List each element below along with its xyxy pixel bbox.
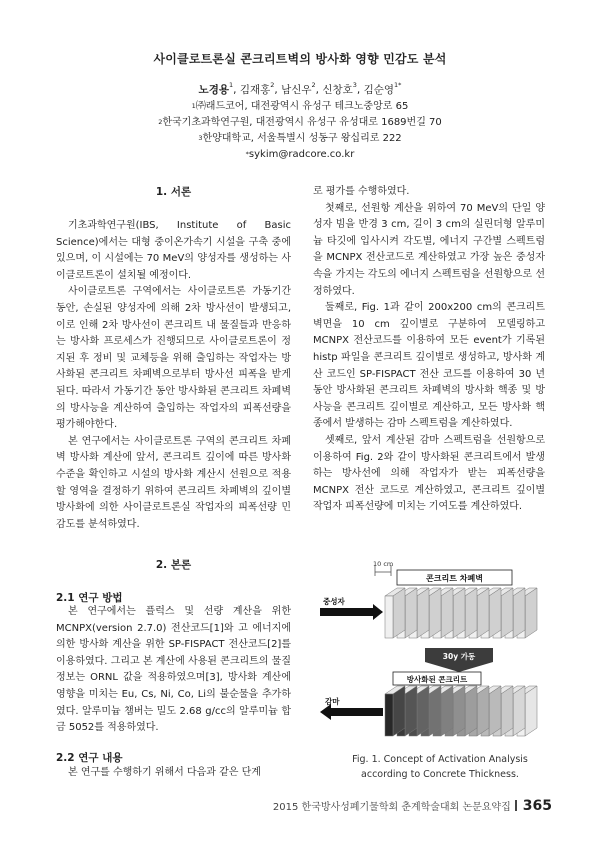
right-paragraph: 첫째로, 선원항 계산을 위하여 70 MeV의 단일 양성자 빔을 반경 3 cm, 길이 3 cm의 실린더형 알루미늄 타깃에 입사시켜 각도별, 에너지 구간별 스펙트럼을 MCNPX 전산코드로 계산하였고 가장 높은 중성자속을 가지는 각도의 에너지 스펙트럼을 선원항으로 선정하였다. [313, 202, 545, 297]
affiliation-sup: 2 [158, 118, 163, 126]
slab-side-face [417, 686, 429, 736]
slab-side-face [525, 588, 537, 638]
figure-caption [315, 752, 565, 782]
time-label: 30y 가동 [442, 652, 476, 661]
affiliation-3 [0, 132, 600, 146]
slab-side-face [489, 588, 501, 638]
intro-body [56, 218, 291, 533]
intro-paragraph: 사이클로트론 구역에서는 사이클로트론 가동기간 동안, 손실된 양성자에 의해 2차 방사선이 발생되고, 이로 인해 2차 방사선이 콘크리트 내 물질들과 반응하는 방사화 프로세스가 진행되므로 사이클로트론이 정지된 후 정비 및 교체등을 위해 출입하는 작업자는 방사화된 콘크리트 차폐벽으로부터 방사선 피폭을 받게 된다. 따라서 가동기간 동안 방사화된 콘크리트 차폐벽의 방사능을 계산하여 출입하는 작업자의 피폭선량을 평가해야한다. [56, 286, 291, 431]
author-sup: 3 [352, 81, 357, 89]
author-sup: 2 [270, 81, 275, 89]
slab-side-face [453, 588, 465, 638]
methods-body [56, 604, 291, 737]
footer-divider [515, 800, 517, 811]
right-column-body [313, 184, 545, 516]
wall-label: 콘크리트 차폐벽 [426, 574, 483, 583]
slab-side-face [477, 588, 489, 638]
subsection-heading-methods: 2.1 연구 방법 [56, 592, 123, 604]
subsection-heading-content: 2.2 연구 내용 [56, 752, 123, 764]
slab-front-face [385, 694, 393, 736]
slab-side-face [405, 686, 417, 736]
right-paragraph: 로 평가를 수행하였다. [313, 186, 410, 197]
author-name: 신창호 [322, 84, 353, 96]
author-line: 노경용$^1$, 김재홍$^2$, 남신우$^2$, 신창호$^3$, 김순영$^{1*}$ [198, 81, 402, 96]
figure-1 [315, 560, 565, 738]
concrete-slabs-top [385, 588, 537, 638]
lead-author-sup: 1 [228, 81, 234, 89]
page-footer [273, 798, 552, 814]
right-paragraph: 둘째로, Fig. 1과 같이 200x200 cm의 콘크리트 벽면을 10 cm 깊이별로 구분하여 모델링하고 MCNPX 전산코드를 이용하여 모든 event가 기록된 histp 파일을 콘크리트 깊이별로 생성하고, 방사화 계산 코드인 SP-FISPACT 전산 코드를 이용하여 30 년 동안 방사화된 콘크리트 차폐벽의 방사화 핵종 및 방사능을 콘크리트 깊이별로 계산하고, 모든 방사화 핵종에서 발생하는 감마 스펙트럼을 계산하였다. [313, 302, 545, 430]
intro-paragraph: 기초과학연구원(IBS, Institute of Basic Science)에서는 대형 중이온가속기 시설을 구축 중에 있으며, 이 시설에는 70 MeV의 양성자를 생성하는 사이클로트론이 설치될 예정이다. [56, 220, 291, 281]
slab-side-face [429, 588, 441, 638]
slab-side-face [465, 588, 477, 638]
activated-label: 방사화된 콘크리트 [406, 675, 468, 684]
affiliation-text: sykim@radcore.co.kr [248, 149, 355, 160]
affiliation-text: ㈜래드코어, 대전광역시 유성구 테크노중앙로 65 [195, 101, 409, 112]
slab-side-face [501, 588, 513, 638]
affiliation-text: 한양대학교, 서울특별시 성동구 왕십리로 222 [202, 133, 402, 144]
dimension-label: 10 cm [373, 560, 394, 568]
neutron-arrow [320, 604, 383, 620]
slab-side-face [525, 686, 537, 736]
paper-title: 사이클로트론실 콘크리트벽의 방사화 영향 민감도 분석 [153, 52, 447, 66]
page-number: 365 [522, 798, 552, 814]
affiliation-text: 한국기초과학연구원, 대전광역시 유성구 유성대로 1689번길 70 [162, 117, 442, 128]
slab-side-face [489, 686, 501, 736]
concrete-slabs-activated [385, 686, 537, 736]
footer-text: 2015 한국방사성폐기물학회 춘계학술대회 논문요약집 [272, 802, 511, 813]
slab-side-face [417, 588, 429, 638]
slab-side-face [393, 686, 405, 736]
section-heading-intro: 1. 서론 [155, 186, 192, 198]
intro-paragraph: 본 연구에서는 사이클로트론 구역의 콘크리트 차폐벽 방사화 계산에 앞서, 콘크리트 깊이에 따른 방사화 수준을 확인하고 시설의 방사화 계산시 선원으로 적용할 영역을 결정하기 위하여 콘크리트 차폐벽의 깊이별 방사화에 의한 사이클로트론실 작업자의 피폭선량 민감도를 분석하였다. [56, 435, 291, 530]
content-body [56, 765, 291, 782]
author-sup: 1* [394, 81, 402, 89]
affiliation-sup: 1 [191, 102, 196, 110]
slab-side-face [393, 588, 405, 638]
activation-concept-diagram [315, 560, 565, 738]
slab-side-face [501, 686, 513, 736]
slab-side-face [513, 686, 525, 736]
author-name: 김재홍 [239, 84, 271, 96]
affiliation-sup: 3 [198, 134, 203, 142]
methods-paragraph: 본 연구에서는 플럭스 및 선량 계산을 위한 MCNPX(version 2.7.0) 전산코드[1]와 고 에너지에 의한 방사화 계산을 위한 SP-FISPACT 전산코드[2]를 이용하였다. 그리고 본 계산에 사용된 콘크리트의 물질정보는 ORNL 값을 적용하였으며[3], 방사화 계산에 영향을 미치는 Eu, Cs, Ni, Co, Li의 불순물을 추가하였다. 알루미늄 챔버는 밀도 2.68 g/cc의 알루미늄 합금 5052를 적용하였다. [56, 606, 291, 734]
slab-side-face [465, 686, 477, 736]
author-name: 김순영 [363, 84, 395, 96]
content-paragraph: 본 연구를 수행하기 위해서 다음과 같은 단계 [68, 767, 261, 778]
slab-side-face [477, 686, 489, 736]
author-sup: 2 [311, 81, 316, 89]
lead-author: 노경용 [198, 84, 229, 96]
slab-side-face [441, 588, 453, 638]
gamma-label: 감마 [325, 697, 340, 706]
neutron-label: 중성자 [323, 597, 345, 606]
slab-side-face [513, 588, 525, 638]
author-name: 남신우 [281, 84, 312, 96]
slab-side-face [429, 686, 441, 736]
caption-line-2: according to Concrete Thickness. [361, 769, 519, 780]
affiliation-2 [0, 116, 600, 130]
slab-side-face [441, 686, 453, 736]
section-heading-body: 2. 본론 [155, 559, 192, 571]
gamma-arrow [320, 704, 383, 720]
slab-side-face [405, 588, 417, 638]
right-paragraph: 셋째로, 앞서 계산된 감마 스펙트럼을 선원항으로 이용하여 Fig. 2와 같이 방사화된 콘크리트에서 발생하는 방사선에 의해 작업자가 받는 피폭선량을 MCNPX 전산 코드로 계산하였고, 콘크리트 깊이별 작업자 피폭선량에 미치는 기여도를 계산하였다. [313, 434, 545, 513]
slab-side-face [453, 686, 465, 736]
author-email [0, 148, 600, 162]
caption-line-1: Fig. 1. Concept of Activation Analysis [352, 754, 528, 765]
slab-front-face [385, 596, 393, 638]
affiliation-1 [0, 100, 600, 114]
affiliation-sup: * [245, 150, 249, 158]
